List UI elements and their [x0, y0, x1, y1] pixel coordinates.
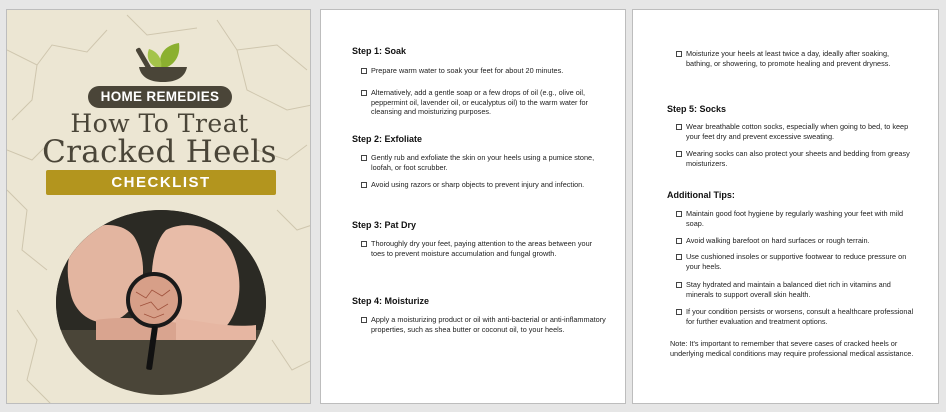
checkbox-icon[interactable] — [361, 155, 367, 161]
checkbox-icon[interactable] — [361, 90, 367, 96]
step-3-heading: Step 3: Pat Dry — [352, 220, 417, 230]
checkbox-icon[interactable] — [676, 124, 682, 130]
checklist-banner: CHECKLIST — [46, 170, 276, 195]
cover-title-line-1: How To Treat — [70, 109, 249, 138]
step-5-heading: Step 5: Socks — [667, 104, 727, 114]
cover-title-line-2: Cracked Heels — [42, 134, 277, 170]
list-item: Avoid walking barefoot on hard surfaces or rough terrain. — [676, 236, 914, 246]
list-item: Avoid using razors or sharp objects to prevent injury and infection. — [361, 180, 606, 190]
list-item: Apply a moisturizing product or oil with anti-bacterial or anti-inflammatory properties, such as shea butter or coconut oil, to your heels. — [361, 315, 606, 334]
list-item: Thoroughly dry your feet, paying attention to the areas between your toes to prevent moisture accumulation and fungal growth. — [361, 239, 606, 258]
checkbox-icon[interactable] — [361, 68, 367, 74]
additional-tips-heading: Additional Tips: — [667, 190, 735, 200]
step-2-heading: Step 2: Exfoliate — [352, 134, 423, 144]
checkbox-icon[interactable] — [361, 182, 367, 188]
home-remedies-badge: HOME REMEDIES — [88, 86, 232, 108]
step-4-heading: Step 4: Moisturize — [352, 296, 430, 306]
checkbox-icon[interactable] — [676, 282, 682, 288]
checklist-page-3 — [632, 9, 939, 404]
note-text: Note: It's important to remember that severe cases of cracked heels or underlying medical conditions may require professional medical assistance. — [670, 339, 914, 358]
checkbox-icon[interactable] — [676, 254, 682, 260]
list-item: Gently rub and exfoliate the skin on your heels using a pumice stone, loofah, or foot scrubber. — [361, 153, 606, 172]
heels-magnifier-illustration — [56, 210, 266, 395]
list-item: Prepare warm water to soak your feet for about 20 minutes. — [361, 66, 606, 76]
list-item: Wear breathable cotton socks, especially when going to bed, to keep your feet dry and prevent excessive sweating. — [676, 122, 914, 141]
list-item: Moisturize your heels at least twice a day, ideally after soaking, bathing, or showering, to promote healing and prevent dryness. — [676, 49, 914, 68]
step-1-heading: Step 1: Soak — [352, 46, 407, 56]
checkbox-icon[interactable] — [361, 241, 367, 247]
list-item: If your condition persists or worsens, consult a healthcare professional for further evaluation and treatment options. — [676, 307, 914, 326]
checkbox-icon[interactable] — [676, 238, 682, 244]
list-item: Stay hydrated and maintain a balanced diet rich in vitamins and minerals to support overall skin health. — [676, 280, 914, 299]
list-item: Use cushioned insoles or supportive footwear to reduce pressure on your heels. — [676, 252, 914, 271]
list-item: Maintain good foot hygiene by regularly washing your feet with mild soap. — [676, 209, 914, 228]
checkbox-icon[interactable] — [676, 211, 682, 217]
checklist-page-2 — [320, 9, 626, 404]
mortar-pestle-leaves-icon — [135, 41, 191, 83]
checkbox-icon[interactable] — [361, 317, 367, 323]
cover-page — [6, 9, 311, 404]
checkbox-icon[interactable] — [676, 309, 682, 315]
list-item: Alternatively, add a gentle soap or a few drops of oil (e.g., olive oil, peppermint oil, lavender oil, or eucalyptus oil) to the warm water for cleansing and moisturizing purposes. — [361, 88, 606, 117]
checkbox-icon[interactable] — [676, 151, 682, 157]
checkbox-icon[interactable] — [676, 51, 682, 57]
list-item: Wearing socks can also protect your sheets and bedding from greasy moisturizers. — [676, 149, 914, 168]
